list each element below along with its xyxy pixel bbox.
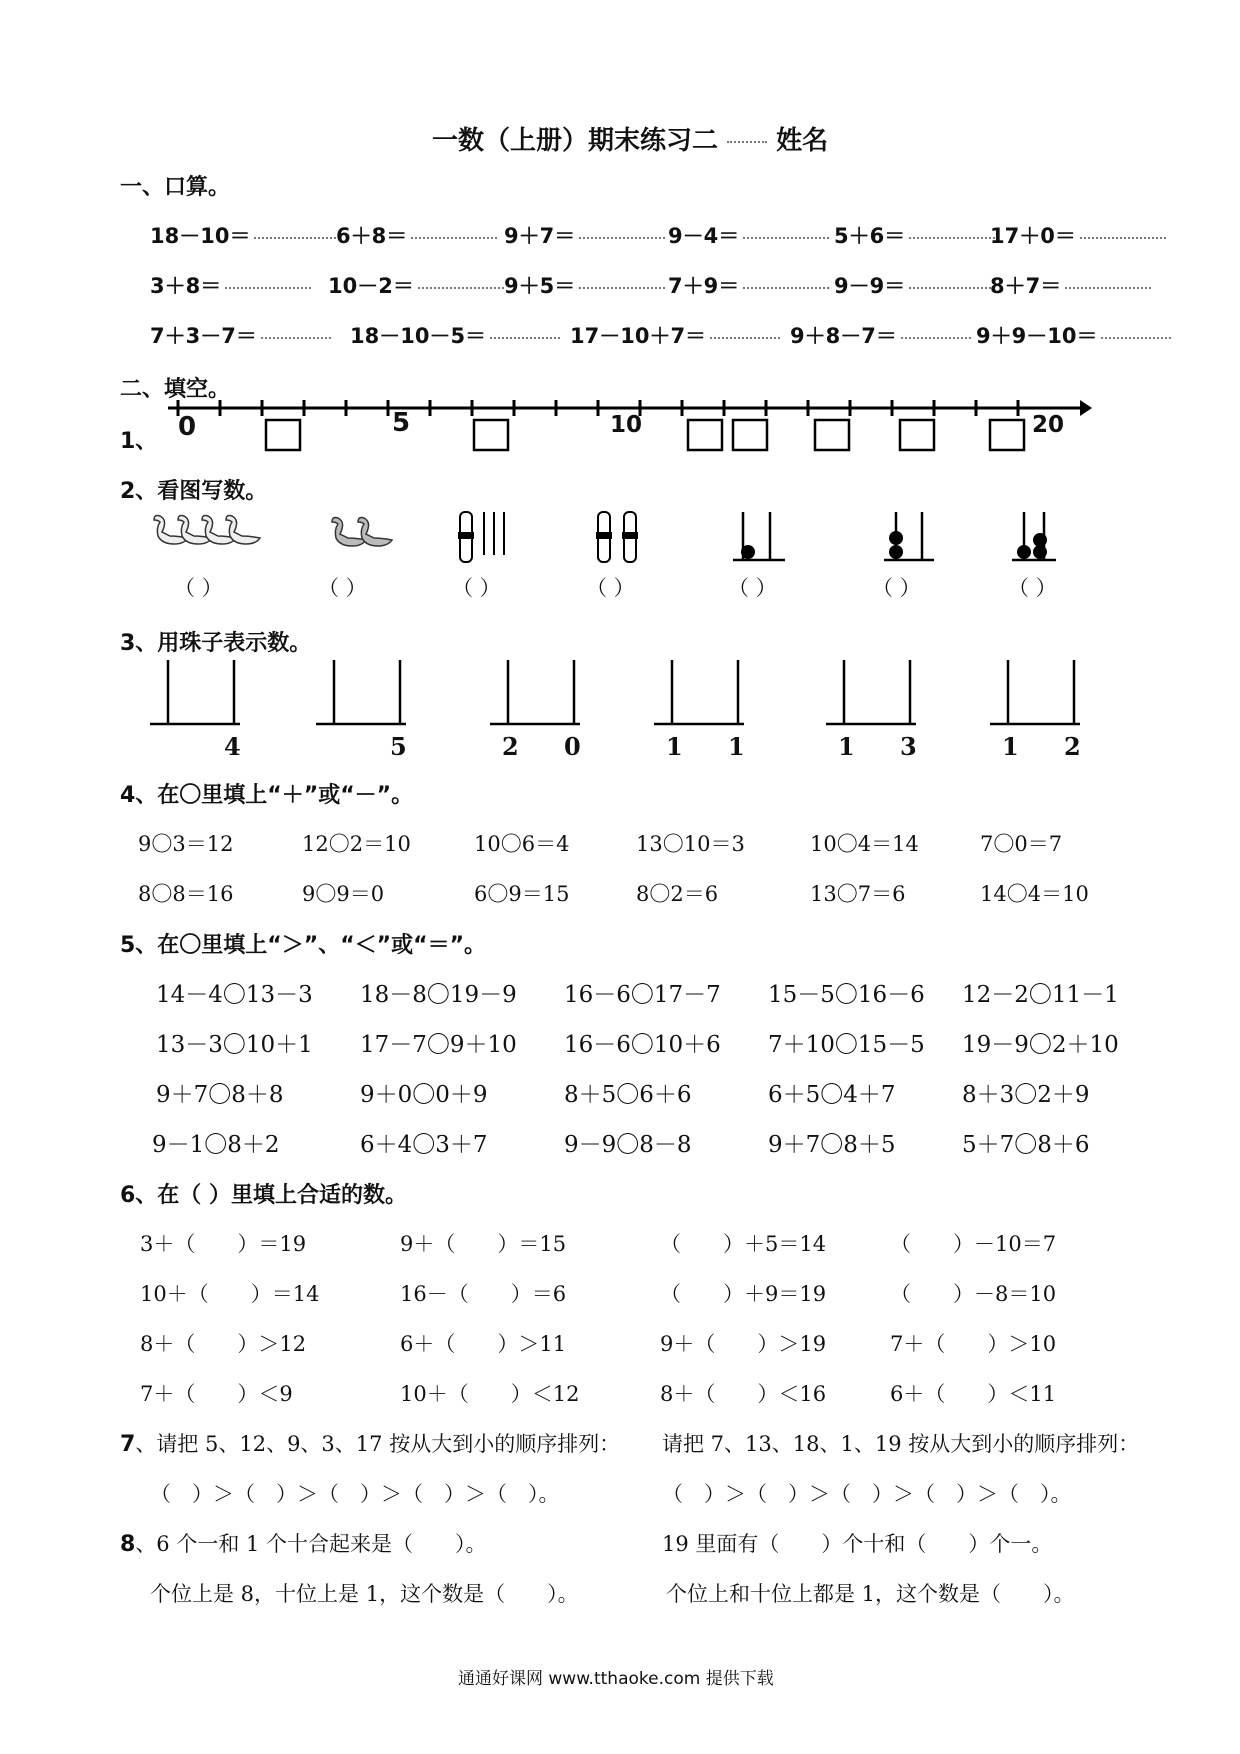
- answer-dots[interactable]: [411, 236, 497, 239]
- q5-comparison[interactable]: 16－6〇17－7: [564, 982, 721, 1008]
- abacus-ones-label: 4: [224, 732, 241, 761]
- q6-fill-blank[interactable]: （ ）＋9＝19: [660, 1282, 827, 1306]
- q4-title: 4、在〇里填上“＋”或“－”。: [120, 783, 414, 808]
- q8-b: 19 里面有（ ）个十和（ ）个一。: [662, 1532, 1053, 1556]
- oral-calc-item: [504, 270, 665, 300]
- q2-answer-blank[interactable]: （ ）: [1008, 576, 1057, 600]
- abacus-tens-label: 2: [502, 732, 519, 761]
- abacus-ones-label: 2: [1064, 732, 1081, 761]
- q4-equation[interactable]: 10〇4＝14: [810, 832, 919, 856]
- oral-calc-expr: 9＋8－7＝: [790, 324, 897, 348]
- q4-equation[interactable]: 9〇3＝12: [138, 832, 234, 856]
- q8-a: 8、6 个一和 1 个十合起来是（ ）。: [120, 1532, 487, 1557]
- q6-fill-blank[interactable]: 9＋（ ）＞19: [660, 1332, 827, 1356]
- q8-c: 个位上是 8，十位上是 1，这个数是（ ）。: [150, 1582, 579, 1606]
- empty-abacus[interactable]: [490, 660, 580, 724]
- answer-dots[interactable]: [254, 236, 340, 239]
- q8-d: 个位上和十位上都是 1，这个数是（ ）。: [666, 1582, 1075, 1606]
- q6-fill-blank[interactable]: 16－（ ）＝6: [400, 1282, 567, 1306]
- q5-comparison[interactable]: 9－9〇8－8: [564, 1132, 692, 1158]
- answer-box[interactable]: [474, 420, 508, 450]
- geese-picture: [154, 516, 260, 545]
- q5-comparison[interactable]: 9－1〇8＋2: [152, 1132, 280, 1158]
- oral-calc-expr: 5＋6＝: [834, 224, 906, 248]
- q7-left-blanks[interactable]: （ ）＞（ ）＞（ ）＞（ ）＞（ ）。: [150, 1482, 560, 1506]
- q5-comparison[interactable]: 8＋3〇2＋9: [962, 1082, 1090, 1108]
- answer-dots[interactable]: [1080, 236, 1166, 239]
- bundle-sticks-picture: [458, 512, 504, 562]
- answer-dots[interactable]: [579, 236, 665, 239]
- empty-abacus[interactable]: [316, 660, 406, 724]
- q6-title: 6、在（ ）里填上合适的数。: [120, 1183, 407, 1208]
- q2-answer-blank[interactable]: （ ）: [872, 576, 921, 600]
- oral-calc-item: [328, 270, 504, 300]
- answer-dots[interactable]: [743, 286, 829, 289]
- oral-calc-item: [336, 220, 497, 250]
- numberline-label-20: 20: [1032, 412, 1065, 438]
- ducks-picture: [332, 518, 392, 547]
- q6-fill-blank[interactable]: 6＋（ ）＜11: [890, 1382, 1057, 1406]
- q6-fill-blank[interactable]: 7＋（ ）＜9: [140, 1382, 293, 1406]
- abacus-ones-label: 1: [728, 732, 745, 761]
- numberline-label-0: 0: [178, 412, 197, 442]
- q5-comparison[interactable]: 6＋4〇3＋7: [360, 1132, 488, 1158]
- q4-equation[interactable]: 13〇10＝3: [636, 832, 745, 856]
- q2-answer-blank[interactable]: （ ）: [174, 576, 223, 600]
- answer-box[interactable]: [900, 420, 934, 450]
- answer-box[interactable]: [733, 420, 767, 450]
- q5-comparison[interactable]: 9＋7〇8＋8: [156, 1082, 284, 1108]
- q4-equation[interactable]: 10〇6＝4: [474, 832, 570, 856]
- oral-calc-expr: 17＋0＝: [990, 224, 1076, 248]
- q6-fill-blank[interactable]: （ ）－10＝7: [890, 1232, 1057, 1256]
- q5-comparison[interactable]: 9＋0〇0＋9: [360, 1082, 488, 1108]
- oral-calc-expr: 9＋9－10＝: [976, 324, 1098, 348]
- answer-dots[interactable]: [901, 336, 971, 339]
- q2-answer-blank[interactable]: （ ）: [586, 576, 635, 600]
- oral-calc-item: [570, 320, 780, 350]
- answer-box[interactable]: [688, 420, 722, 450]
- section1-heading: 一、口算。: [120, 175, 231, 200]
- answer-dots[interactable]: [743, 236, 829, 239]
- title-text: 一数（上册）期末练习二: [432, 126, 719, 156]
- q3-title: 3、用珠子表示数。: [120, 631, 312, 656]
- q5-comparison[interactable]: 5＋7〇8＋6: [962, 1132, 1090, 1158]
- answer-box[interactable]: [990, 420, 1024, 450]
- q5-comparison[interactable]: 16－6〇10＋6: [564, 1032, 721, 1058]
- oral-calc-expr: 9＋7＝: [504, 224, 576, 248]
- q6-fill-blank[interactable]: （ ）＋5＝14: [660, 1232, 827, 1256]
- oral-calc-item: [990, 270, 1151, 300]
- q6-fill-blank[interactable]: 10＋（ ）＜12: [400, 1382, 580, 1406]
- abacus-ones-label: 3: [900, 732, 917, 761]
- answer-dots[interactable]: [1101, 336, 1171, 339]
- oral-calc-expr: 9－9＝: [834, 274, 906, 298]
- oral-calc-item: [150, 220, 340, 250]
- oral-calc-expr: 3＋8＝: [150, 274, 222, 298]
- answer-dots[interactable]: [710, 336, 780, 339]
- oral-calc-expr: 17－10＋7＝: [570, 324, 707, 348]
- q7-left-title: 7、请把 5、12、9、3、17 按从大到小的顺序排列：: [120, 1432, 621, 1457]
- q2-answer-blank[interactable]: （ ）: [728, 576, 777, 600]
- q2-answer-blank[interactable]: （ ）: [318, 576, 367, 600]
- oral-calc-item: [504, 220, 665, 250]
- answer-dots[interactable]: [1065, 286, 1151, 289]
- q4-equation[interactable]: 9〇9＝0: [302, 882, 385, 906]
- answer-dots[interactable]: [909, 236, 995, 239]
- numberline-label-5: 5: [392, 408, 411, 438]
- oral-calc-item: [990, 220, 1166, 250]
- oral-calc-expr: 10－2＝: [328, 274, 414, 298]
- oral-calc-item: [668, 220, 829, 250]
- q6-fill-blank[interactable]: （ ）－8＝10: [890, 1282, 1057, 1306]
- q4-equation[interactable]: 8〇8＝16: [138, 882, 234, 906]
- q5-comparison[interactable]: 8＋5〇6＋6: [564, 1082, 692, 1108]
- q6-fill-blank[interactable]: 8＋（ ）＜16: [660, 1382, 827, 1406]
- abacus-ones-label: 0: [564, 732, 581, 761]
- q5-comparison[interactable]: 12－2〇11－1: [962, 982, 1119, 1008]
- q6-fill-blank[interactable]: 9＋（ ）＝15: [400, 1232, 567, 1256]
- answer-dots[interactable]: [490, 336, 560, 339]
- q4-equation[interactable]: 6〇9＝15: [474, 882, 570, 906]
- answer-dots[interactable]: [909, 286, 995, 289]
- answer-dots[interactable]: [579, 286, 665, 289]
- empty-abacus[interactable]: [150, 660, 240, 724]
- oral-calc-expr: 18－10＝: [150, 224, 251, 248]
- answer-dots[interactable]: [225, 286, 311, 289]
- q2-title: 2、看图写数。: [120, 479, 268, 504]
- q4-equation[interactable]: 12〇2＝10: [302, 832, 411, 856]
- oral-calc-expr: 7＋3－7＝: [150, 324, 257, 348]
- oral-calc-item: [150, 270, 311, 300]
- q5-comparison[interactable]: 7＋10〇15－5: [768, 1032, 925, 1058]
- empty-abacus[interactable]: [990, 660, 1080, 724]
- oral-calc-item: [834, 270, 995, 300]
- q5-comparison[interactable]: 17－7〇9＋10: [360, 1032, 517, 1058]
- q5-comparison[interactable]: 19－9〇2＋10: [962, 1032, 1119, 1058]
- answer-dots[interactable]: [418, 286, 504, 289]
- oral-calc-item: [976, 320, 1171, 350]
- answer-box[interactable]: [266, 420, 300, 450]
- oral-calc-item: [790, 320, 971, 350]
- q6-fill-blank[interactable]: 6＋（ ）＞11: [400, 1332, 567, 1356]
- name-label: 姓名: [776, 126, 829, 156]
- oral-calc-expr: 6＋8＝: [336, 224, 408, 248]
- answer-dots[interactable]: [261, 336, 331, 339]
- abacus-ones-label: 5: [390, 732, 407, 761]
- q7-right-blanks[interactable]: （ ）＞（ ）＞（ ）＞（ ）＞（ ）。: [662, 1482, 1072, 1506]
- abacus-tens-label: 1: [666, 732, 683, 761]
- q5-comparison[interactable]: 15－5〇16－6: [768, 982, 925, 1008]
- q6-fill-blank[interactable]: 7＋（ ）＞10: [890, 1332, 1057, 1356]
- q4-equation[interactable]: 7〇0＝7: [980, 832, 1063, 856]
- oral-calc-expr: 7＋9＝: [668, 274, 740, 298]
- empty-abacus[interactable]: [654, 660, 744, 724]
- q4-equation[interactable]: 8〇2＝6: [636, 882, 719, 906]
- q1-number: 1、: [120, 429, 158, 454]
- q5-comparison[interactable]: 6＋5〇4＋7: [768, 1082, 896, 1108]
- section2-heading: 二、填空。: [120, 377, 231, 402]
- empty-abacus[interactable]: [826, 660, 916, 724]
- oral-calc-item: [668, 270, 829, 300]
- oral-calc-expr: 18－10－5＝: [350, 324, 487, 348]
- oral-calc-expr: 9＋5＝: [504, 274, 576, 298]
- abacus-tens-label: 1: [838, 732, 855, 761]
- abacus-picture: [733, 512, 785, 560]
- abacus-picture: [884, 512, 934, 560]
- q2-answer-blank[interactable]: （ ）: [452, 576, 501, 600]
- q5-title: 5、在〇里填上“＞”、“＜”或“＝”。: [120, 933, 487, 958]
- q5-comparison[interactable]: 9＋7〇8＋5: [768, 1132, 896, 1158]
- numberline-label-10: 10: [610, 412, 643, 438]
- q6-fill-blank[interactable]: 10＋（ ）＝14: [140, 1282, 320, 1306]
- q6-fill-blank[interactable]: 8＋（ ）＞12: [140, 1332, 307, 1356]
- abacus-tens-label: 1: [1002, 732, 1019, 761]
- q4-equation[interactable]: 14〇4＝10: [980, 882, 1089, 906]
- oral-calc-expr: 8＋7＝: [990, 274, 1062, 298]
- abacus-picture: [1012, 512, 1056, 560]
- oral-calc-item: [150, 320, 331, 350]
- q6-fill-blank[interactable]: 3＋（ ）＝19: [140, 1232, 307, 1256]
- q5-comparison[interactable]: 18－8〇19－9: [360, 982, 517, 1008]
- oral-calc-expr: 9－4＝: [668, 224, 740, 248]
- oral-calc-item: [350, 320, 560, 350]
- q5-comparison[interactable]: 14－4〇13－3: [156, 982, 313, 1008]
- oral-calc-item: [834, 220, 995, 250]
- q7-right-title: 请把 7、13、18、1、19 按从大到小的顺序排列：: [662, 1432, 1140, 1456]
- q5-comparison[interactable]: 13－3〇10＋1: [156, 1032, 313, 1058]
- two-bundles-picture: [596, 512, 638, 562]
- q4-equation[interactable]: 13〇7＝6: [810, 882, 906, 906]
- footer: 通通好课网 www.tthaoke.com 提供下载: [458, 1669, 774, 1689]
- answer-box[interactable]: [815, 420, 849, 450]
